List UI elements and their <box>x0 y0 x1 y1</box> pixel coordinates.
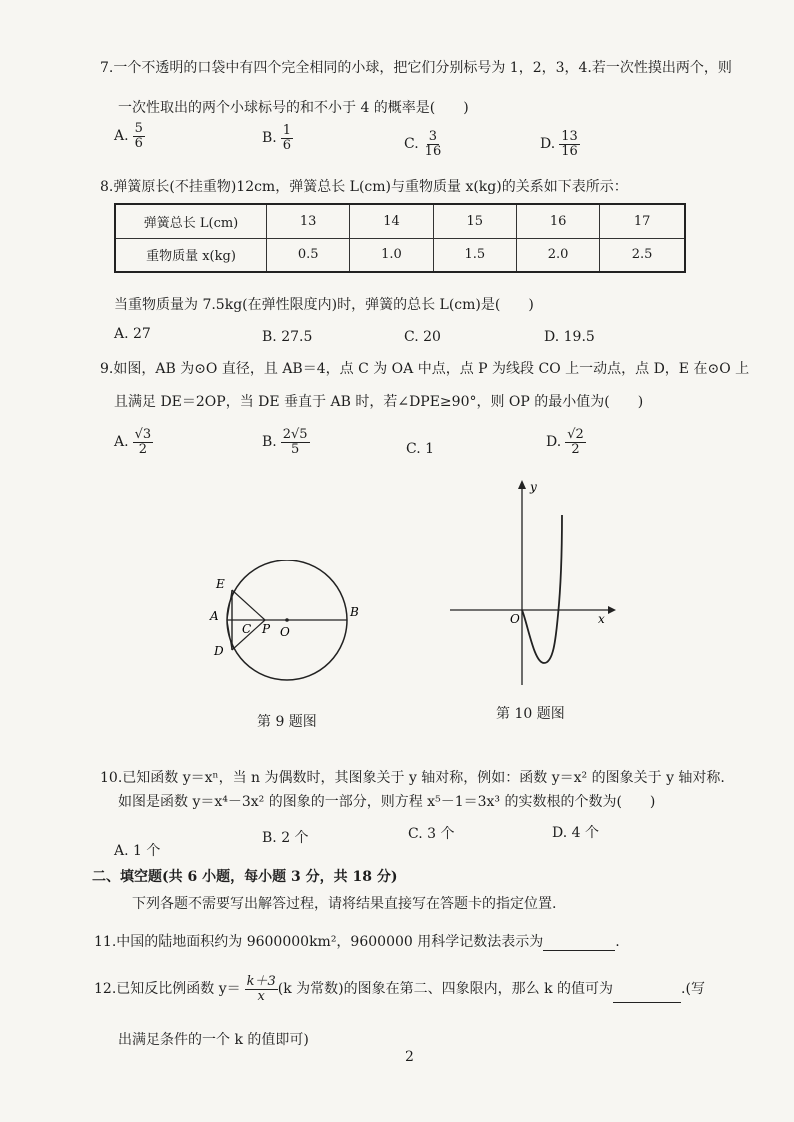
q8-option-c[interactable]: C. 20 <box>404 329 441 345</box>
q9-line1: 9.如图，AB 为⊙O 直径，且 AB＝4，点 C 为 OA 中点，点 P 为线段 CO 上一动点，点 D，E 在⊙O 上 <box>100 361 750 377</box>
label-e: E <box>216 577 225 591</box>
q8-question: 当重物质量为 7.5kg(在弹性限度内)时，弹簧的总长 L(cm)是( ) <box>114 297 534 313</box>
table-cell: 14 <box>350 204 433 238</box>
table-row <box>115 204 685 238</box>
segment-pe <box>232 590 265 620</box>
q9-caption: 第 9 题图 <box>257 714 317 730</box>
table-cell: 1.5 <box>433 238 516 272</box>
q11: 11.中国的陆地面积约为 9600000km²，9600000 用科学记数法表示为 . <box>94 934 620 950</box>
center-point <box>285 618 289 622</box>
table-cell: 1.0 <box>350 238 433 272</box>
q8-stem: 8.弹簧原长(不挂重物)12cm，弹簧总长 L(cm)与重物质量 x(kg)的关系如下表所示： <box>100 179 628 195</box>
label-o: O <box>280 625 290 639</box>
q10-option-a[interactable]: A. 1 个 <box>114 843 161 859</box>
table-cell: 15 <box>433 204 516 238</box>
label-a: A <box>210 609 219 623</box>
q7-line2: 一次性取出的两个小球标号的和不小于 4 的概率是( ) <box>118 100 469 116</box>
label-x: x <box>598 612 605 626</box>
q10-caption: 第 10 题图 <box>496 706 565 722</box>
q7-line1: 7.一个不透明的口袋中有四个完全相同的小球，把它们分别标号为 1，2，3，4.若一次性摸出两个，则 <box>100 60 732 76</box>
label-b: B <box>350 605 359 619</box>
q10-option-c[interactable]: C. 3 个 <box>408 826 455 842</box>
table-row <box>115 238 685 272</box>
label-d: D <box>214 644 224 658</box>
q10-option-d[interactable]: D. 4 个 <box>552 825 599 841</box>
label-origin: O <box>510 612 520 626</box>
q10-line1: 10.已知函数 y＝xⁿ，当 n 为偶数时，其图象关于 y 轴对称，例如：函数 y＝x² 的图象关于 y 轴对称. <box>100 770 725 786</box>
q7-option-c-fraction: $\frac{3}{16}$ <box>424 129 442 159</box>
q9-line2: 且满足 DE＝2OP，当 DE 垂直于 AB 时，若∠DPE≥90°，则 OP 的最小值为( ) <box>114 394 644 410</box>
q7-option-a-fraction: $\frac{5}{6}$ <box>134 121 143 151</box>
table-cell: 16 <box>516 204 599 238</box>
q8-table <box>114 203 686 273</box>
q9-option-a-fraction: $\frac{√3}{2}$ <box>134 427 152 457</box>
page-number: 2 <box>405 1049 414 1065</box>
table-cell: 2.0 <box>516 238 599 272</box>
q12-fraction: $\frac{k+3}{x}$ <box>246 974 276 1004</box>
section-2-title: 二、填空题(共 6 小题，每小题 3 分，共 18 分) <box>92 869 398 885</box>
label-p: P <box>262 622 271 636</box>
q7-option-d-fraction: $\frac{13}{16}$ <box>561 129 578 159</box>
q10-option-b[interactable]: B. 2 个 <box>262 830 309 846</box>
q7-option-d[interactable]: D. $\frac{13}{16}$ <box>540 129 578 159</box>
q12-line1: 12.已知反比例函数 y＝ $\frac{k+3}{x}$ (k 为常数)的图象在第二、四象限内，那么 k 的值可为 .(写 <box>94 974 705 1004</box>
q7-option-c[interactable]: C. $\frac{3}{16}$ <box>404 129 442 159</box>
q9-option-b-fraction: $\frac{2√5}{5}$ <box>282 427 308 457</box>
q9-option-a[interactable]: A. $\frac{√3}{2}$ <box>114 427 152 457</box>
curve-y-x4-3x2 <box>522 515 562 663</box>
q9-option-b[interactable]: B. $\frac{2√5}{5}$ <box>262 427 308 457</box>
q9-option-c[interactable]: C. 1 <box>406 441 435 457</box>
label-y: y <box>530 480 537 494</box>
table-cell: 13 <box>267 204 350 238</box>
q8-row2-header: 重物质量 x(kg) <box>115 238 267 272</box>
y-axis-arrow-icon <box>518 480 526 489</box>
q9-option-d[interactable]: D. $\frac{√2}{2}$ <box>546 427 584 457</box>
q8-row1-header: 弹簧总长 L(cm) <box>115 204 267 238</box>
label-c: C <box>242 622 252 636</box>
table-cell: 17 <box>600 204 685 238</box>
table-cell: 2.5 <box>600 238 685 272</box>
q7-option-a[interactable]: A. $\frac{5}{6}$ <box>114 121 143 151</box>
q7-option-b-fraction: $\frac{1}{6}$ <box>282 123 292 153</box>
q7-option-b[interactable]: B. $\frac{1}{6}$ <box>262 123 292 153</box>
q9-option-d-fraction: $\frac{√2}{2}$ <box>567 427 584 457</box>
segment-ad <box>227 620 232 650</box>
section-2-note: 下列各题不需要写出解答过程，请将结果直接写在答题卡的指定位置. <box>132 896 557 912</box>
q10-graph-figure <box>440 475 620 690</box>
q8-option-a[interactable]: A. 27 <box>114 326 151 342</box>
q9-circle-figure <box>200 560 370 690</box>
q11-answer-blank[interactable] <box>543 936 615 951</box>
q8-option-d[interactable]: D. 19.5 <box>544 329 595 345</box>
q10-line2: 如图是函数 y＝x⁴－3x² 的图象的一部分，则方程 x⁵－1＝3x³ 的实数根的个数为( ) <box>118 794 656 810</box>
q12-answer-blank[interactable] <box>613 988 681 1003</box>
table-cell: 0.5 <box>267 238 350 272</box>
q8-option-b[interactable]: B. 27.5 <box>262 329 313 345</box>
q12-line2: 出满足条件的一个 k 的值即可) <box>118 1032 309 1048</box>
segment-ae <box>227 590 232 620</box>
x-axis-arrow-icon <box>608 606 616 614</box>
